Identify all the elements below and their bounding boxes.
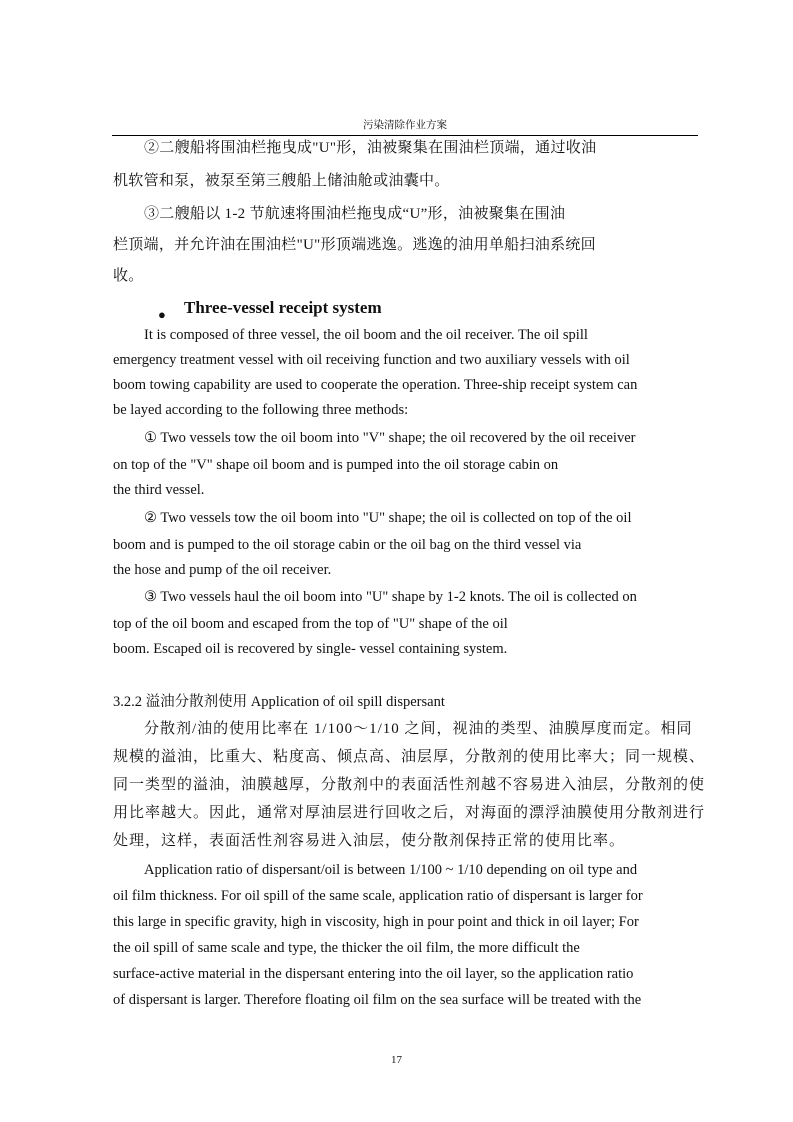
paragraph-line: 收。 [113, 268, 144, 284]
paragraph-line: ① Two vessels tow the oil boom into "V" shape; the oil recovered by the oil receiver [144, 430, 636, 446]
paragraph-line: 规模的溢油，比重大、粘度高、倾点高、油层厚，分散剂的使用比率大；同一规模、 [113, 749, 706, 765]
page-number: 17 [391, 1054, 402, 1066]
paragraph-line: ② Two vessels tow the oil boom into "U" shape; the oil is collected on top of the oil [144, 510, 632, 526]
paragraph-line: 机软管和泵，被泵至第三艘船上储油舱或油囊中。 [113, 173, 450, 189]
paragraph-line: Application ratio of dispersant/oil is between 1/100 ~ 1/10 depending on oil type and [144, 862, 638, 878]
bullet-icon: ● [158, 307, 166, 322]
header-title: 污染清除作业方案 [363, 120, 447, 131]
paragraph-line: 栏顶端，并允许油在围油栏"U"形顶端逃逸。逃逸的油用单船扫油系统回 [113, 237, 596, 253]
paragraph-line: the oil spill of same scale and type, the thicker the oil film, the more difficult the [113, 940, 580, 956]
paragraph-line: be layed according to the following three methods: [113, 402, 409, 418]
paragraph-line: 分散剂/油的使用比率在 1/100～1/10 之间，视油的类型、油膜厚度而定。相同 [144, 721, 693, 737]
paragraph-line: ③ Two vessels haul the oil boom into "U" shape by 1-2 knots. The oil is collected on [144, 589, 637, 605]
paragraph-line: of dispersant is larger. Therefore floating oil film on the sea surface will be treated with the [113, 992, 642, 1008]
paragraph-line: 同一类型的溢油，油膜越厚，分散剂中的表面活性剂越不容易进入油层，分散剂的使 [113, 777, 706, 793]
paragraph-line: ③二艘船以 1-2 节航速将围油栏拖曳成“U”形，油被聚集在围油 [144, 206, 566, 222]
paragraph-line: on top of the "V" shape oil boom and is pumped into the oil storage cabin on [113, 457, 559, 473]
paragraph-line: the third vessel. [113, 482, 205, 498]
paragraph-line: the hose and pump of the oil receiver. [113, 562, 332, 578]
paragraph-line: emergency treatment vessel with oil receiving function and two auxiliary vessels with oil [113, 352, 630, 368]
paragraph-line: It is composed of three vessel, the oil boom and the oil receiver. The oil spill [144, 327, 588, 343]
paragraph-line: boom and is pumped to the oil storage cabin or the oil bag on the third vessel via [113, 537, 582, 553]
paragraph-line: top of the oil boom and escaped from the top of "U" shape of the oil [113, 616, 508, 632]
paragraph-line: boom towing capability are used to cooperate the operation. Three-ship receipt system can [113, 377, 638, 393]
paragraph-line: boom. Escaped oil is recovered by single- vessel containing system. [113, 641, 508, 657]
paragraph-line: this large in specific gravity, high in viscosity, high in pour point and thick in oil layer; For [113, 914, 639, 930]
subsection-heading: 3.2.2 溢油分散剂使用 Application of oil spill dispersant [113, 694, 445, 710]
paragraph-line: surface-active material in the dispersant entering into the oil layer, so the application ratio [113, 966, 634, 982]
paragraph-line: 处理，这样，表面活性剂容易进入油层，使分散剂保持正常的使用比率。 [113, 833, 626, 849]
section-heading: Three-vessel receipt system [184, 298, 382, 317]
paragraph-line: 用比率越大。因此，通常对厚油层进行回收之后，对海面的漂浮油膜使用分散剂进行 [113, 805, 706, 821]
page-header [112, 118, 698, 136]
paragraph-line: oil film thickness. For oil spill of the same scale, application ratio of dispersant is larger for [113, 888, 643, 904]
paragraph-line: ②二艘船将围油栏拖曳成"U"形，油被聚集在围油栏顶端，通过收油 [144, 140, 597, 156]
